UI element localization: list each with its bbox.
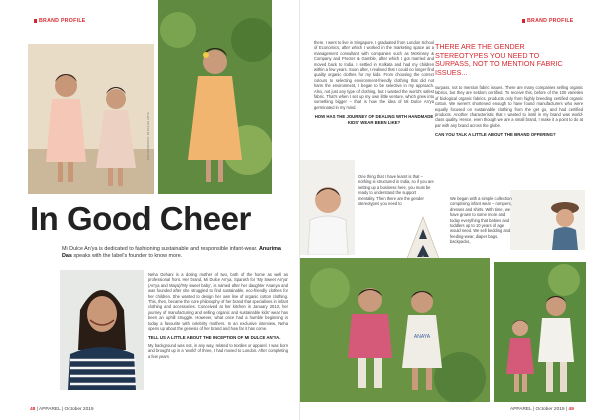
headline: In Good Cheer [30,200,251,237]
answer-journey-cont: surpass, not to mention fabric issues. There are many companies selling organic fabrics, but they are seldom certified. To receive this, before of the 100 varieties of biological organic fabrics, products only from highly breeding certified organic cotton. We weren't shortened enough to have found manufacturers who were equally focused on sustainable clothing from the get go, and had certified products. Another characteristic that I wanted to instil in my brand was world-class quality. Hence, even though we are a small brand, I make it a point to do at par with any brand across the globe. [435,85,583,128]
answer-inception-cont: there, I went to live in Singapore. I graduated from London School of Economics, after which I worked in the marketing space as a management consultant with companies such as McKinsey & Company and Procter & Gamble, after which I got married and moved back to India. I settled in Kolkata and had my children within a few years. Soon after, I realised that I could no longer find quality organic clothes for my kids. From choosing the correct colours to selecting environment-friendly clothing that did not harm the environment, I began to be selective in my approach. Also, not just any type of clothing, but I wanted the world's safest fabric. That's when I set up my own little venture, which grew into something bigger – that is how the idea of Mi Dulce An'ya germinated in my mind. [314,40,434,110]
dek-brand: Mi Dulce An'ya [62,246,98,252]
footer-left: 48 | APPAREL | October 2019 [30,407,94,412]
section-label-left: BRAND PROFILE [34,18,86,24]
footer-left-date: October 2019 [64,407,94,412]
pull-quote: THERE ARE THE GENDER STEREOTYPES YOU NEED TO SURPASS, NOT TO MENTION FABRIC ISSUES... [435,42,563,77]
footer-left-mag: APPAREL [39,407,61,412]
footer-left-page: 48 [30,407,36,412]
dek-author: Anurima Das [62,246,281,259]
photo-siblings [494,262,586,402]
answer-journey: One thing that I have learnt is that – nothing is structured in India, so if you are setting up a business here, you must be ready to understand the support mentality. Then there are the gender stereotypes you need to [358,174,434,207]
photo-two-girls [28,44,154,194]
photo-girl-garden-art [158,0,272,194]
dek-text-2: speaks with the label's founder to know more. [71,253,183,259]
question-offering: CAN YOU TALK A LITTLE ABOUT THE BRAND OFFERING? [435,132,556,138]
photo-kids-grass [300,258,490,402]
answer-offering: We began with a simple collection comprising infant wear – rompers, dresses and shirts. With time, we have grown to some more and today everything that babies and toddlers up to 10 years of age would need. We sell bedding and feeding-wear, diaper bags, backpacks, [450,196,512,245]
photo-founder-art [60,270,144,390]
standfirst [62,246,292,260]
text-column-right [435,85,583,140]
footer-right-page: 49 [568,407,574,412]
photo-baby-tee-art [300,160,355,255]
footer-right: APPAREL | October 2019 | 49 [510,407,574,412]
svg-text:ANAYA: ANAYA [413,334,431,340]
photo-siblings-art [494,262,586,402]
footer-right-date: October 2019 [535,407,565,412]
dek-text-1: is dedicated to fashioning sustainable and responsible infant-wear. [97,246,260,252]
question-journey: HOW HAS THE JOURNEY OF DEALING WITH HANDMADE KIDS' WEAR BEEN LIKE? [314,114,434,125]
intro-paragraph: Neha Gehani is a doting mother of two, both of the home as well as professional front. Her brand, Mi Dulce An'ya, Spanish for 'My Sweet An'ya' (An'ya and Maya)/'My sweet baby', is named after her daughter Ananya and was founded after she struggled to find sustainable, eco-friendly clothes for her children. She wanted to design her own line of organic cotton clothing. This, then, became the core philosophy of her brand that specialises in infant clothing and accessories. Conceived at her kitchen in January 2013, her journey of manufacturing and selling organic and sustainable kids' wear has been an uphill struggle. However, what once had a humble beginning is today a favourite with celebrity mothers. In an exclusive interview, Neha opens up about the genesis of her brand and how far it has come. [148,272,288,332]
text-column-middle [314,40,434,127]
text-column-middle-lower [358,174,434,209]
photo-baby-hat-art [510,190,585,250]
photo-credit: PHOTOGRAPHS: MI DULCE ANYA [146,112,150,160]
photo-girl-garden [158,0,272,194]
text-column-right-lower [450,196,512,248]
photo-kids-grass-art [300,258,490,402]
photo-baby-hat [510,190,585,250]
text-column-left [148,272,288,362]
question-inception: TELL US A LITTLE ABOUT THE INCEPTION OF MI DULCE AN'YA. [148,335,281,341]
section-label-right: BRAND PROFILE [522,18,574,24]
right-page [300,0,600,420]
photo-founder [60,270,144,390]
photo-baby-tee [300,160,355,255]
footer-right-mag: APPAREL [510,407,532,412]
photo-two-girls-art [28,44,154,194]
answer-inception: My background was not, in any way, related to textiles or apparel. I was born and brought up in a 'world' of three, I had moved to London. After completing a few years [148,343,288,359]
